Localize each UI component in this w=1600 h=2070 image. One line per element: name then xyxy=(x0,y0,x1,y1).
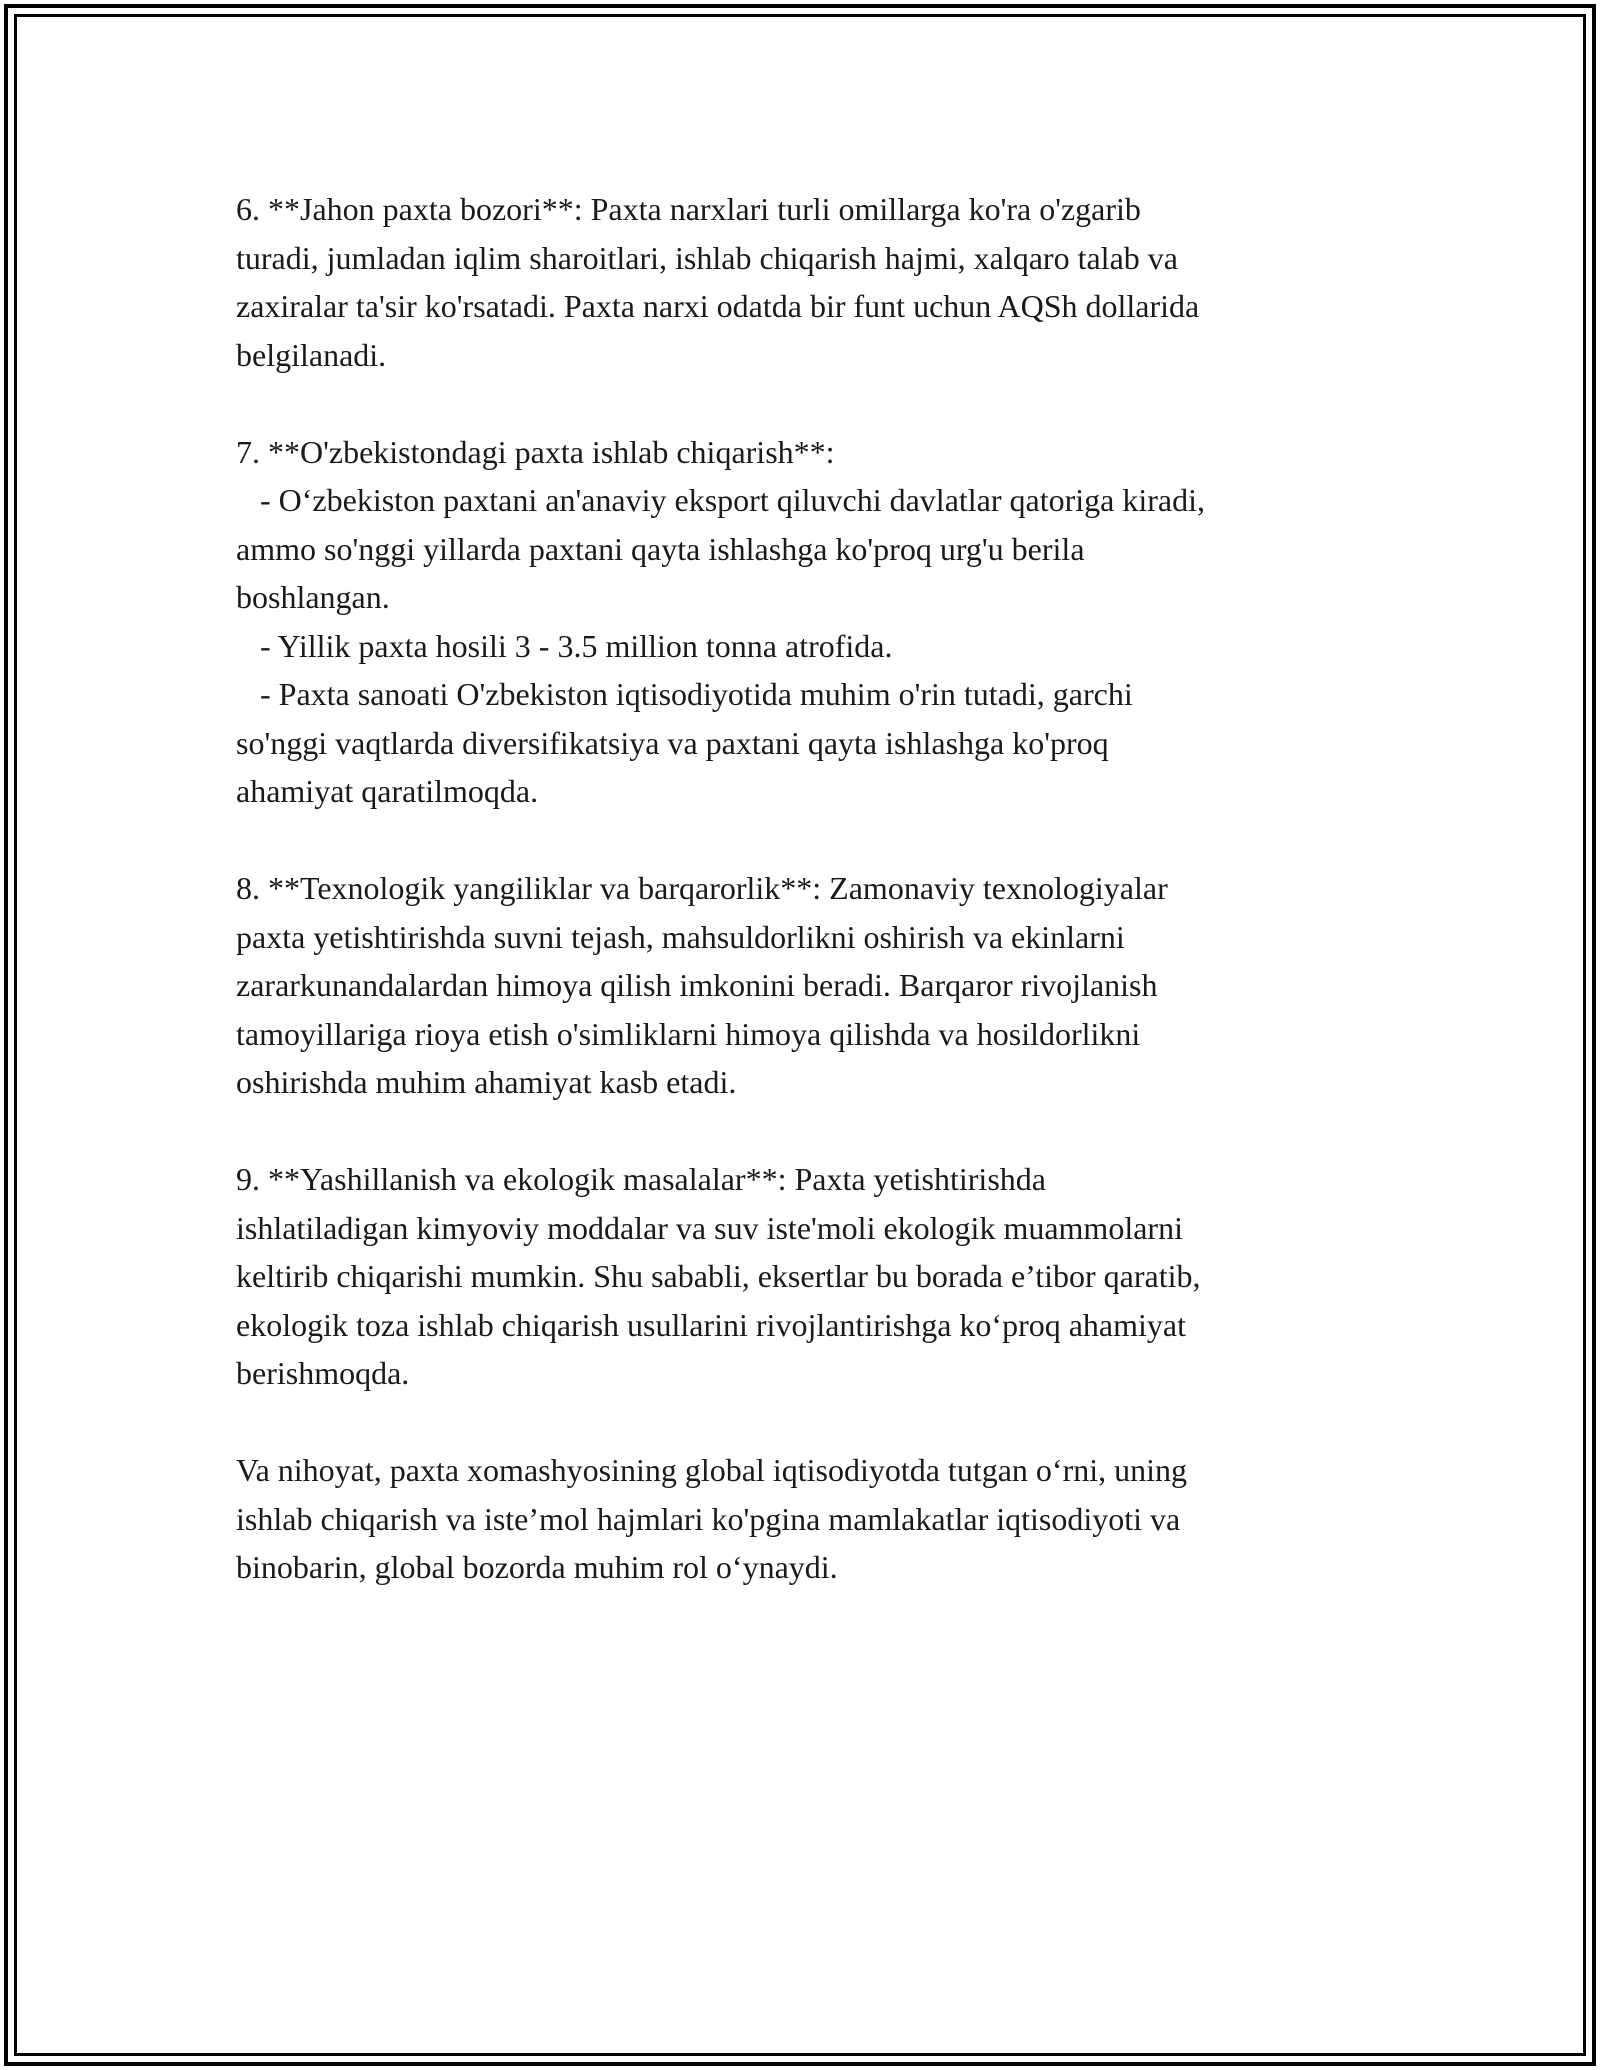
text-line: paxta yetishtirishda suvni tejash, mahsuldorlikni oshirish va ekinlarni xyxy=(236,918,1125,955)
text-line: Va nihoyat, paxta xomashyosining global iqtisodiyotda tutgan o‘rni, uning xyxy=(236,1452,1187,1488)
text-line: 7. **O'zbekistondagi paxta ishlab chiqarish**: xyxy=(236,433,835,470)
text-line: ekologik toza ishlab chiqarish usullarini rivojlantirishga ko‘proq ahamiyat xyxy=(236,1306,1186,1343)
text-line: ammo so'nggi yillarda paxtani qayta ishlashga ko'proq urg'u berila xyxy=(236,530,1085,567)
text-line: - O‘zbekiston paxtani an'anaviy eksport qiluvchi davlatlar qatoriga kiradi, xyxy=(236,482,1206,518)
paragraph-ecology-issues xyxy=(236,1155,1366,1398)
text-line: tamoyillariga rioya etish o'simliklarni himoya qilishda va hosildorlikni xyxy=(236,1015,1141,1052)
text-line: - Paxta sanoati O'zbekiston iqtisodiyotida muhim o'rin tutadi, garchi xyxy=(236,676,1133,712)
text-line: binobarin, global bozorda muhim rol o‘ynaydi. xyxy=(236,1549,838,1585)
text-line: ishlatiladigan kimyoviy moddalar va suv iste'moli ekologik muammolarni xyxy=(236,1209,1183,1246)
paragraph-conclusion xyxy=(236,1446,1366,1592)
text-line: 6. **Jahon paxta bozori**: Paxta narxlari turli omillarga ko'ra o'zgarib xyxy=(236,191,1141,227)
paragraph-uzbekistan-cotton-production xyxy=(236,428,1366,816)
text-line: ahamiyat qaratilmoqda. xyxy=(236,773,539,809)
paragraph-technology-sustainability xyxy=(236,864,1366,1107)
document-body xyxy=(236,185,1366,1640)
text-line: so'nggi vaqtlarda diversifikatsiya va paxtani qayta ishlashga ko'proq xyxy=(236,724,1109,761)
text-line: oshirishda muhim ahamiyat kasb etadi. xyxy=(236,1064,737,1100)
text-line: turadi, jumladan iqlim sharoitlari, ishlab chiqarish hajmi, xalqaro talab va xyxy=(236,239,1178,276)
text-line: ishlab chiqarish va iste’mol hajmlari ko'pgina mamlakatlar iqtisodiyoti va xyxy=(236,1500,1181,1537)
text-line: 9. **Yashillanish va ekologik masalalar**: Paxta yetishtirishda xyxy=(236,1161,1046,1197)
text-line: keltirib chiqarishi mumkin. Shu sababli, eksertlar bu borada e’tibor qaratib, xyxy=(236,1258,1201,1294)
text-line: berishmoqda. xyxy=(236,1355,410,1391)
paragraph-world-cotton-market xyxy=(236,185,1366,379)
text-line: belgilanadi. xyxy=(236,336,387,373)
text-line: zararkunandalardan himoya qilish imkonini beradi. Barqaror rivojlanish xyxy=(236,967,1158,1003)
text-line: boshlangan. xyxy=(236,579,390,615)
text-line: - Yillik paxta hosili 3 - 3.5 million tonna atrofida. xyxy=(236,627,893,664)
text-line: zaxiralar ta'sir ko'rsatadi. Paxta narxi odatda bir funt uchun AQSh dollarida xyxy=(236,288,1200,324)
text-line: 8. **Texnologik yangiliklar va barqarorlik**: Zamonaviy texnologiyalar xyxy=(236,870,1168,906)
